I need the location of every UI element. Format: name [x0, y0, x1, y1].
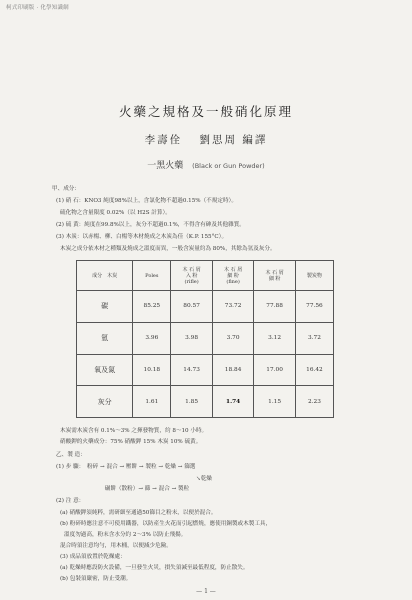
table-row-label: 氫: [77, 322, 133, 354]
table-row: [77, 291, 334, 323]
text-line: 混合時須注意均勻，用木桶，以便減少危險。: [60, 543, 172, 549]
table-cell: 3.96: [133, 322, 171, 354]
text-line: (2) 注 意：: [56, 498, 85, 504]
text-line: 硝酸鉀的火藥成分：75% 硝酸鉀 15% 木炭 10% 硫黃。: [60, 439, 202, 445]
table-cell: 3.70: [212, 322, 254, 354]
table-cell: 3.72: [295, 322, 333, 354]
text-line: (2) 硫 黃：純度在99.8%以上，灰分不超過0.1%，不得含有砷及其他雜質。: [56, 222, 245, 228]
charcoal-composition-table: [76, 260, 334, 418]
text-line: (3) 木炭：以赤楊、柳、白楊等木材燒成之木炭為佳（K.P. 155°C）。: [56, 234, 228, 240]
process-arrow-icon: [196, 474, 212, 482]
table-cell: 77.88: [254, 291, 296, 323]
page-title: 火藥之規格及一般硝化原理: [118, 104, 293, 119]
table-cell: 16.42: [295, 354, 333, 386]
table-row: [77, 354, 334, 386]
table-cell: 3.98: [171, 322, 213, 354]
table-cell: 85.25: [133, 291, 171, 323]
text-line: (b) 粉碎時應注意不可使用鐵器，以防產生火花而引起燃燒，應使用銅製或木製工具，: [60, 521, 272, 527]
table-cell: 14.73: [171, 354, 213, 386]
table-header: 木 石 屑 細 粉: [254, 261, 296, 291]
table-cell: 1.15: [254, 386, 296, 418]
table-row-label: 碳: [77, 291, 133, 323]
table-cell: 80.57: [171, 291, 213, 323]
text-line: 溫度勿過高，粉末含水分約 2～3% 以防止飛揚。: [64, 532, 187, 538]
table-row: [77, 386, 334, 418]
table-header: 木 石 屑 入 粉 (rifle): [171, 261, 213, 291]
page-number: — 1 —: [196, 588, 216, 595]
text-line: 碾餅（散粉）→ 篩 → 混合 → 製粒: [60, 486, 190, 492]
text-line: (b) 包裝須嚴密，防止受潮。: [60, 576, 132, 582]
table-cell: 77.56: [295, 291, 333, 323]
table-row: [77, 322, 334, 354]
table-cell: 1.74: [212, 386, 254, 418]
text-line: 硫化物之含量限度 0.02%（以 H2S 計算）。: [60, 210, 171, 216]
section-title-zh: 一黑火藥: [147, 161, 184, 171]
table-cell: 1.85: [171, 386, 213, 418]
section-title-en: (Black or Gun Powder): [192, 162, 265, 170]
table-cell: 3.12: [254, 322, 296, 354]
text-line: (1) 硝 石：KNO3 純度98%以上，含氯化物不超過0.15%（不規定時）。: [56, 198, 237, 204]
table-cell: 10.18: [133, 354, 171, 386]
text-line: 乙、製 造：: [56, 452, 86, 458]
table-cell: 73.72: [212, 291, 254, 323]
translator-name: 李壽佺: [144, 134, 183, 146]
co-translator-name: 劉思周 編譯: [199, 134, 268, 146]
text-line: 甲、成分：: [52, 186, 80, 192]
text-line: (1) 步 驟： 粉碎 → 混合 → 壓餅 → 製粒 → 乾燥 → 篩選: [56, 464, 196, 470]
text-line: (a) 乾燥時應設防火設備，一旦發生火災，損失須減至最低程度，防止散失。: [60, 565, 249, 571]
text-line: (a) 硝酸鉀須純粹，需研細至通過50篩目之粉末，以便於混合。: [60, 510, 217, 516]
table-header: 成分 木炭: [77, 261, 133, 291]
table-cell: 1.61: [133, 386, 171, 418]
table-header: 製炭物: [295, 261, 333, 291]
table-header-row: [77, 261, 334, 291]
table-row-label: 氧及氮: [77, 354, 133, 386]
section-heading: [0, 158, 412, 171]
table-header: 木 石 屑 細 粉 (fine): [212, 261, 254, 291]
arrow-glyph: ↘: [196, 476, 201, 482]
text-line: (3) 成品須放置於乾燥處：: [60, 554, 126, 560]
table-cell: 2.23: [295, 386, 333, 418]
table-header: Poles: [133, 261, 171, 291]
text-line: 木炭需木炭含有 0.1%～3% 之揮發物質，約 8～10 小時。: [60, 428, 208, 434]
table-cell: 18.84: [212, 354, 254, 386]
watermark: 柯式印刷版 · 化學知識網: [6, 5, 69, 11]
table-row-label: 灰分: [77, 386, 133, 418]
text-line: 木炭之成分依木材之種類及燒成之溫度而異，一般含炭量約為 80%，其餘為氫及灰分。: [60, 246, 276, 252]
arrow-label: 乾燥: [200, 476, 212, 482]
table-cell: 17.00: [254, 354, 296, 386]
authors: [0, 132, 412, 147]
